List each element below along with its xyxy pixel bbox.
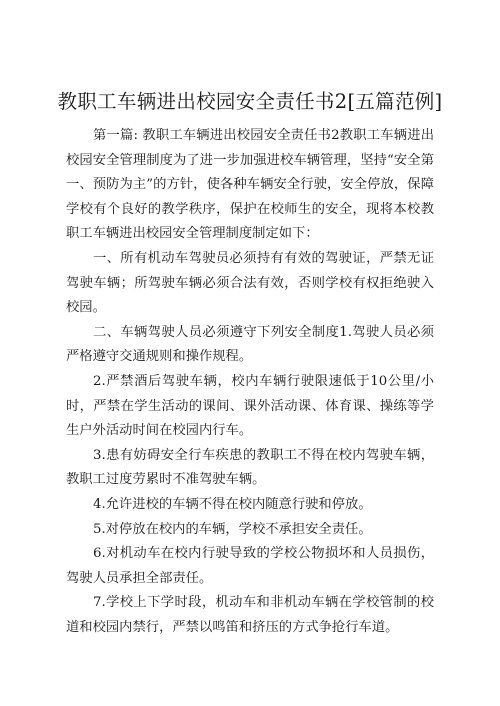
paragraph-item-4: 4.允许进校的车辆不得在校内随意行驶和停放。 xyxy=(93,496,372,512)
document-title: 教职工车辆进出校园安全责任书2[五篇范例] xyxy=(57,90,443,113)
paragraph-item-6: 6.对机动车在校内行驶导致的学校公物损坏和人员损伤，驾驶人员承担全部责任。 xyxy=(66,546,434,586)
paragraph-item-2: 2.严禁酒后驾驶车辆，校内车辆行驶限速低于10公里/小时，严禁在学生活动的课间、课外活动课、体育课、操练等学生户外活动时间在校园内行车。 xyxy=(66,373,434,439)
paragraph-rule-1: 一、所有机动车驾驶员必须持有有效的驾驶证，严禁无证驾驶车辆；所驾驶车辆必须合法有效，否则学校有权拒绝驶入校园。 xyxy=(66,250,434,316)
paragraph-item-3: 3.患有妨碍安全行车疾患的教职工不得在校内驾驶车辆，教职工过度劳累时不准驾驶车辆。 xyxy=(66,447,434,488)
paragraph-rule-2: 二、车辆驾驶人员必须遵守下列安全制度1.驾驶人员必须严格遵守交通规则和操作规程。 xyxy=(66,324,434,365)
paragraph-item-7: 7.学校上下学时段，机动车和非机动车辆在学校管制的校道和校园内禁行，严禁以鸣笛和挤压的方式争抢行车道。 xyxy=(66,595,434,635)
paragraph-item-5: 5.对停放在校内的车辆，学校不承担安全责任。 xyxy=(93,521,372,537)
document-body xyxy=(66,124,434,640)
paragraph-intro: 第一篇: 教职工车辆进出校园安全责任书2教职工车辆进出校园安全管理制度为了进一步加强进校车辆管理，坚持“安全第一、预防为主”的方针，使各种车辆安全行驶，安全停放，保障学校有个良好的教学秩序，保护在校师生的安全，现将本校教职工车辆进出校园安全管理制度制定如下： xyxy=(66,128,434,242)
